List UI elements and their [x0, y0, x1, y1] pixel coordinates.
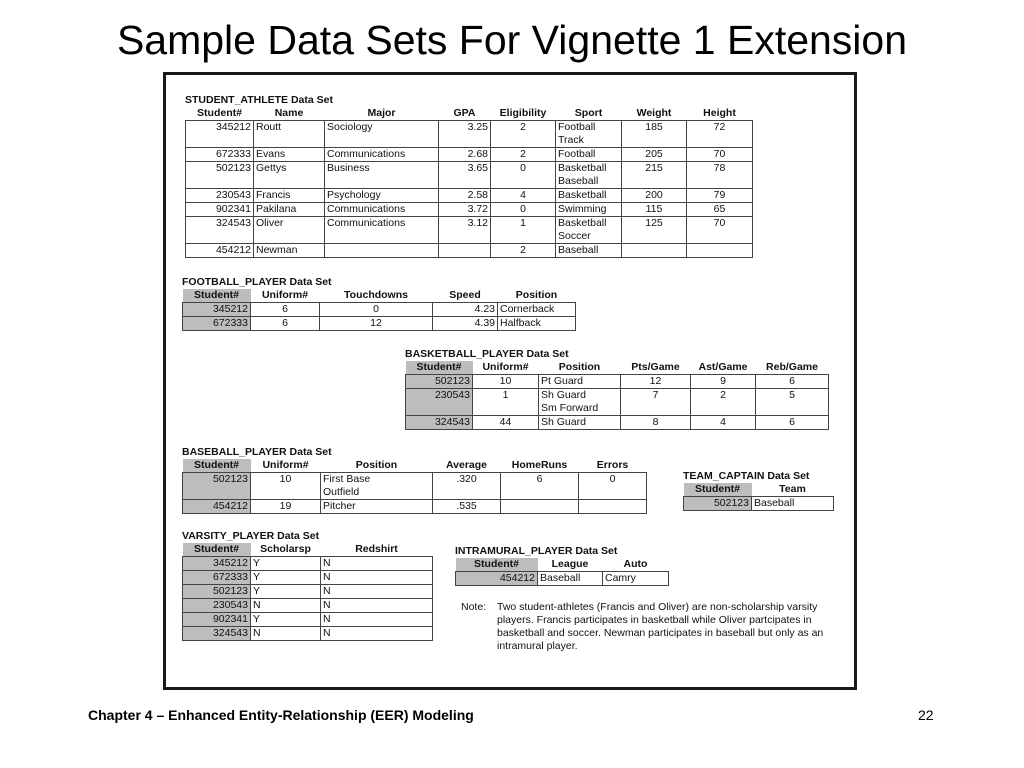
- table-row: [183, 585, 433, 599]
- table-cell: 0: [491, 203, 556, 217]
- table-cell: Y: [251, 613, 321, 627]
- table-cell: Sociology: [325, 121, 439, 148]
- table-cell: 3.12: [439, 217, 491, 244]
- note-text: Two student-athletes (Francis and Oliver) are non-scholarship varsity players. Francis participates in basketball while Oliver partcipates in basketball and soccer. Newman participates in baseball but only as an intramural player.: [497, 601, 824, 652]
- table-row: [186, 162, 753, 189]
- table-cell: 70: [687, 148, 753, 162]
- table-cell: Y: [251, 557, 321, 571]
- column-header: Eligibility: [499, 107, 547, 119]
- footer-chapter: Chapter 4 – Enhanced Entity-Relationship (EER) Modeling: [88, 707, 474, 723]
- table-cell: 902341: [183, 613, 251, 627]
- table-cell: Football: [556, 148, 622, 162]
- table-cell: 230543: [186, 189, 254, 203]
- dataset-title: BASKETBALL_PLAYER Data Set: [405, 348, 569, 360]
- table-cell: Sh Guard: [539, 416, 621, 430]
- table-cell: 345212: [183, 303, 251, 317]
- table-cell: N: [251, 627, 321, 641]
- table-row: [406, 389, 829, 416]
- table-cell: N: [251, 599, 321, 613]
- table-cell: 125: [622, 217, 687, 244]
- table-cell: 0: [320, 303, 433, 317]
- team-captain-dataset: [683, 470, 834, 511]
- column-header: Student#: [183, 289, 251, 303]
- table-cell: Evans: [254, 148, 325, 162]
- table-cell: 454212: [186, 244, 254, 258]
- varsity-player-dataset: [182, 530, 433, 641]
- table-cell: 2: [491, 148, 556, 162]
- table-cell: 6: [251, 317, 320, 331]
- table-cell: N: [321, 599, 433, 613]
- table-cell: 324543: [406, 416, 473, 430]
- column-header: Student#: [183, 459, 251, 473]
- column-header: Major: [367, 107, 396, 119]
- table-cell: 502123: [183, 585, 251, 599]
- header-row: [406, 361, 829, 375]
- table-cell: 2: [491, 121, 556, 148]
- intramural-player-dataset: [455, 545, 669, 586]
- basketball-player-table: [405, 361, 829, 430]
- column-header: Errors: [596, 459, 629, 471]
- table-cell: First Base Outfield: [321, 473, 433, 500]
- table-row: [186, 203, 753, 217]
- table-cell: 324543: [183, 627, 251, 641]
- football-player-dataset: [182, 276, 576, 331]
- dataset-title: TEAM_CAPTAIN Data Set: [683, 470, 810, 482]
- header-row: [183, 459, 647, 473]
- table-cell: Baseball: [556, 244, 622, 258]
- column-header: Name: [274, 107, 304, 119]
- table-cell: 1: [491, 217, 556, 244]
- table-cell: N: [321, 585, 433, 599]
- table-row: [406, 375, 829, 389]
- table-row: [183, 500, 647, 514]
- table-cell: 502123: [183, 473, 251, 500]
- table-cell: Sh Guard Sm Forward: [539, 389, 621, 416]
- table-cell: Psychology: [325, 189, 439, 203]
- table-cell: Oliver: [254, 217, 325, 244]
- column-header: Team: [779, 483, 806, 495]
- table-cell: 502123: [406, 375, 473, 389]
- table-cell: Routt: [254, 121, 325, 148]
- table-cell: Francis: [254, 189, 325, 203]
- column-header: Weight: [636, 107, 672, 119]
- table-cell: 5: [756, 389, 829, 416]
- table-cell: 65: [687, 203, 753, 217]
- table-cell: Football Track: [556, 121, 622, 148]
- column-header: Scholarsp: [260, 543, 311, 555]
- table-cell: N: [321, 613, 433, 627]
- intramural-player-table: [455, 558, 669, 586]
- column-header: Student#: [197, 107, 242, 119]
- table-cell: Baseball: [752, 497, 834, 511]
- table-cell: 2.58: [439, 189, 491, 203]
- table-cell: [439, 244, 491, 258]
- table-cell: 8: [621, 416, 691, 430]
- table-cell: N: [321, 627, 433, 641]
- column-header: Position: [355, 459, 398, 471]
- header-row: [183, 289, 576, 303]
- team-captain-table: [683, 483, 834, 511]
- student-athlete-table: [185, 107, 753, 258]
- table-row: [183, 599, 433, 613]
- table-row: [186, 217, 753, 244]
- table-cell: 454212: [183, 500, 251, 514]
- table-cell: Gettys: [254, 162, 325, 189]
- column-header: League: [551, 558, 589, 570]
- table-cell: 185: [622, 121, 687, 148]
- table-cell: 4: [491, 189, 556, 203]
- table-cell: 4.23: [433, 303, 498, 317]
- table-cell: Basketball Soccer: [556, 217, 622, 244]
- dataset-title: FOOTBALL_PLAYER Data Set: [182, 276, 332, 288]
- table-row: [684, 497, 834, 511]
- column-header: Uniform#: [262, 459, 309, 471]
- table-cell: 345212: [183, 557, 251, 571]
- table-cell: 19: [251, 500, 321, 514]
- table-cell: 902341: [186, 203, 254, 217]
- table-cell: 10: [473, 375, 539, 389]
- column-header: Position: [515, 289, 558, 301]
- table-cell: [622, 244, 687, 258]
- column-header: Position: [558, 361, 601, 373]
- table-cell: 7: [621, 389, 691, 416]
- table-cell: 72: [687, 121, 753, 148]
- baseball-player-table: [182, 459, 647, 514]
- table-cell: 3.72: [439, 203, 491, 217]
- table-cell: Basketball Baseball: [556, 162, 622, 189]
- header-row: [186, 107, 753, 121]
- column-header: Uniform#: [261, 289, 309, 301]
- table-cell: Business: [325, 162, 439, 189]
- note-label: Note:: [461, 601, 487, 613]
- table-cell: .320: [433, 473, 501, 500]
- table-cell: 44: [473, 416, 539, 430]
- table-row: [183, 627, 433, 641]
- table-row: [186, 121, 753, 148]
- table-cell: 3.25: [439, 121, 491, 148]
- table-cell: 215: [622, 162, 687, 189]
- table-cell: 115: [622, 203, 687, 217]
- table-cell: 10: [251, 473, 321, 500]
- student-athlete-dataset: [185, 94, 753, 258]
- column-header: Touchdowns: [344, 289, 408, 301]
- column-header: Student#: [684, 483, 752, 497]
- table-cell: 2: [691, 389, 756, 416]
- table-cell: [687, 244, 753, 258]
- table-cell: 502123: [684, 497, 752, 511]
- table-cell: N: [321, 571, 433, 585]
- table-cell: 345212: [186, 121, 254, 148]
- table-cell: 0: [579, 473, 647, 500]
- table-cell: 79: [687, 189, 753, 203]
- basketball-player-dataset: [405, 348, 829, 430]
- column-header: Redshirt: [355, 543, 398, 555]
- table-cell: Swimming: [556, 203, 622, 217]
- table-cell: 502123: [186, 162, 254, 189]
- table-row: [183, 557, 433, 571]
- table-cell: Camry: [603, 572, 669, 586]
- table-cell: 200: [622, 189, 687, 203]
- table-cell: N: [321, 557, 433, 571]
- table-cell: Pitcher: [321, 500, 433, 514]
- table-cell: 0: [491, 162, 556, 189]
- table-cell: 230543: [406, 389, 473, 416]
- table-cell: 6: [251, 303, 320, 317]
- table-cell: [501, 500, 579, 514]
- table-cell: 6: [501, 473, 579, 500]
- table-row: [186, 244, 753, 258]
- table-cell: 4.39: [433, 317, 498, 331]
- table-cell: Communications: [325, 148, 439, 162]
- table-cell: Halfback: [498, 317, 576, 331]
- column-header: Reb/Game: [766, 361, 818, 373]
- column-header: GPA: [453, 107, 476, 119]
- table-cell: 324543: [186, 217, 254, 244]
- table-row: [406, 416, 829, 430]
- table-row: [183, 473, 647, 500]
- column-header: Student#: [456, 558, 538, 572]
- table-row: [183, 571, 433, 585]
- table-cell: [579, 500, 647, 514]
- table-cell: 205: [622, 148, 687, 162]
- column-header: Student#: [406, 361, 473, 375]
- dataset-title: INTRAMURAL_PLAYER Data Set: [455, 545, 618, 557]
- table-row: [183, 613, 433, 627]
- table-cell: 12: [621, 375, 691, 389]
- table-cell: Y: [251, 571, 321, 585]
- slide-title: Sample Data Sets For Vignette 1 Extension: [116, 17, 908, 63]
- table-cell: 2.68: [439, 148, 491, 162]
- table-cell: Basketball: [556, 189, 622, 203]
- column-header: Auto: [623, 558, 648, 570]
- table-cell: Pakilana: [254, 203, 325, 217]
- varsity-player-table: [182, 543, 433, 641]
- column-header: Uniform#: [482, 361, 529, 373]
- table-cell: 1: [473, 389, 539, 416]
- dataset-title: BASEBALL_PLAYER Data Set: [182, 446, 332, 458]
- column-header: Student#: [183, 543, 251, 557]
- dataset-title: VARSITY_PLAYER Data Set: [182, 530, 320, 542]
- table-cell: 230543: [183, 599, 251, 613]
- table-cell: 2: [491, 244, 556, 258]
- table-cell: Baseball: [538, 572, 603, 586]
- table-cell: [325, 244, 439, 258]
- table-cell: Communications: [325, 217, 439, 244]
- table-cell: 6: [756, 375, 829, 389]
- table-cell: .535: [433, 500, 501, 514]
- column-header: Ast/Game: [698, 361, 748, 373]
- column-header: Sport: [574, 107, 603, 119]
- table-cell: 6: [756, 416, 829, 430]
- table-row: [186, 189, 753, 203]
- header-row: [456, 558, 669, 572]
- column-header: Pts/Game: [631, 361, 680, 373]
- table-cell: 454212: [456, 572, 538, 586]
- table-cell: 12: [320, 317, 433, 331]
- column-header: HomeRuns: [511, 459, 568, 471]
- table-row: [183, 317, 576, 331]
- table-row: [186, 148, 753, 162]
- data-sets-figure: [163, 72, 857, 690]
- dataset-title: STUDENT_ATHLETE Data Set: [185, 94, 333, 106]
- column-header: Average: [445, 459, 488, 471]
- table-cell: Communications: [325, 203, 439, 217]
- table-cell: 78: [687, 162, 753, 189]
- table-cell: 672333: [186, 148, 254, 162]
- header-row: [183, 543, 433, 557]
- table-cell: 3.65: [439, 162, 491, 189]
- football-player-table: [182, 289, 576, 331]
- table-cell: 4: [691, 416, 756, 430]
- table-cell: Y: [251, 585, 321, 599]
- table-cell: Pt Guard: [539, 375, 621, 389]
- table-row: [456, 572, 669, 586]
- column-header: Height: [703, 107, 736, 119]
- table-cell: 672333: [183, 571, 251, 585]
- table-cell: Cornerback: [498, 303, 576, 317]
- table-cell: 70: [687, 217, 753, 244]
- table-cell: 672333: [183, 317, 251, 331]
- baseball-player-dataset: [182, 446, 647, 514]
- column-header: Speed: [449, 289, 481, 301]
- page-number: 22: [918, 707, 934, 723]
- header-row: [684, 483, 834, 497]
- table-row: [183, 303, 576, 317]
- table-cell: 9: [691, 375, 756, 389]
- table-cell: Newman: [254, 244, 325, 258]
